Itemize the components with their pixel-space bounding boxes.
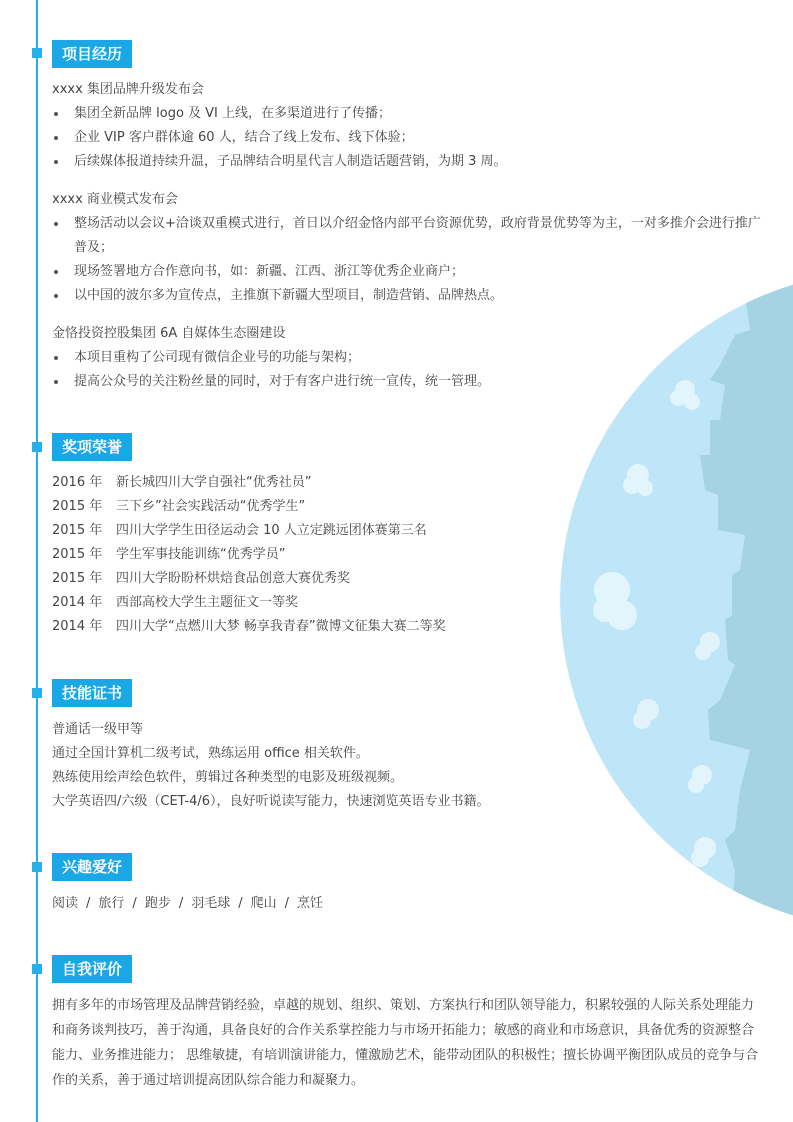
project-name: xxxx 集团品牌升级发布会 — [52, 82, 204, 97]
bullet-item: 提高公众号的关注粉丝量的同时，对于有客户进行统一宣传，统一管理。 — [52, 370, 592, 394]
bullet-item: 后续媒体报道持续升温，子品牌结合明星代言人制造话题营销，为期 3 周。 — [52, 150, 764, 174]
project-bullets — [52, 212, 764, 308]
section-title-awards: 奖项荣誉 — [52, 433, 132, 461]
skill-line: 通过全国计算机二级考试，熟练运用 office 相关软件。 — [52, 746, 369, 761]
hobbies-list — [52, 892, 452, 916]
award-text: 三下乡”社会实践活动“优秀学生” — [116, 499, 306, 514]
award-text: 西部高校大学生主题征文一等奖 — [116, 595, 299, 610]
bullet-item: 本项目重构了公司现有微信企业号的功能与架构； — [52, 346, 592, 370]
hobby-separator: / — [132, 896, 137, 911]
section-marker — [32, 688, 42, 698]
self-eval-text: 拥有多年的市场管理及品牌营销经验，卓越的规划、组织、策划、方案执行和团队领导能力，积累较强的人际关系处理能力和商务谈判技巧，善于沟通，具备良好的合作关系掌控能力与市场开拓能力；敏感的商业和市场意识，具备优秀的资源整合能力、业务推进能力； 思维敏捷，有培训演讲能力，懂激励艺术，能带动团队的积极性；擅长协调平衡团队成员的竞争与合作的关系，善于通过培训提高团队综合能力和凝聚力。 — [52, 998, 759, 1088]
award-text: 四川大学盼盼杯烘焙食品创意大赛优秀奖 — [116, 571, 351, 586]
hobby-item: 烹饪 — [297, 896, 324, 911]
bullet-item: 以中国的波尔多为宣传点，主推旗下新疆大型项目，制造营销、品牌热点。 — [52, 284, 764, 308]
award-text: 四川大学学生田径运动会 10 人立定跳远团体赛第三名 — [116, 523, 427, 538]
award-row — [52, 543, 572, 567]
section-title-projects: 项目经历 — [52, 40, 132, 68]
project-bullets — [52, 346, 592, 394]
section-title-self-eval: 自我评价 — [52, 955, 132, 983]
project-bullets — [52, 102, 764, 174]
award-year: 2014 年 — [52, 619, 103, 634]
section-title-skills: 技能证书 — [52, 679, 132, 707]
hobby-separator: / — [284, 896, 290, 911]
skill-line: 熟练使用绘声绘色软件，剪辑过各种类型的电影及班级视频。 — [52, 770, 404, 785]
hobby-item: 跑步 — [144, 896, 171, 911]
award-year: 2015 年 — [52, 571, 103, 586]
project-name: 金恪投资控股集团 6A 自媒体生态圈建设 — [52, 326, 286, 341]
skill-line: 大学英语四/六级（CET-4/6），良好听说读写能力，快速浏览英语专业书籍。 — [52, 794, 490, 809]
timeline-line — [36, 0, 38, 1122]
award-text: 四川大学“点燃川大梦 畅享我青春”微博文征集大赛二等奖 — [116, 619, 446, 634]
project-name: xxxx 商业模式发布会 — [52, 192, 178, 207]
project-item — [52, 322, 592, 394]
award-year: 2015 年 — [52, 523, 103, 538]
hobby-item: 阅读 — [52, 896, 79, 911]
award-year: 2014 年 — [52, 595, 103, 610]
award-year: 2015 年 — [52, 547, 103, 562]
hobby-separator: / — [86, 896, 91, 911]
award-row — [52, 471, 572, 495]
award-row — [52, 615, 572, 639]
bullet-item: 现场签署地方合作意向书，如：新疆、江西、浙江等优秀企业商户； — [52, 260, 764, 284]
bullet-item: 企业 VIP 客户群体逾 60 人，结合了线上发布、线下体验； — [52, 126, 764, 150]
bullet-item: 整场活动以会议+洽谈双重模式进行，首日以介绍金恪内部平台资源优势，政府背景优势等为主，一对多推介会进行推广普及； — [52, 212, 764, 260]
skills-list — [52, 718, 572, 814]
hobby-separator: / — [178, 896, 184, 911]
award-text: 学生军事技能训练“优秀学员” — [116, 547, 286, 562]
award-row — [52, 519, 572, 543]
hobby-item: 羽毛球 — [191, 896, 231, 911]
section-marker — [32, 964, 42, 974]
awards-list — [52, 471, 572, 639]
award-year: 2015 年 — [52, 499, 103, 514]
award-row — [52, 591, 572, 615]
hobby-item: 旅行 — [98, 896, 125, 911]
city-skyline-illustration — [560, 270, 793, 930]
section-marker — [32, 862, 42, 872]
bullet-item: 集团全新品牌 logo 及 VI 上线，在多渠道进行了传播； — [52, 102, 764, 126]
project-item — [52, 78, 764, 174]
award-year: 2016 年 — [52, 475, 103, 490]
hobby-item: 爬山 — [250, 896, 277, 911]
section-title-hobbies: 兴趣爱好 — [52, 853, 132, 881]
project-item — [52, 188, 764, 308]
award-row — [52, 567, 572, 591]
hobby-separator: / — [238, 896, 243, 911]
skill-line: 普通话一级甲等 — [52, 722, 144, 737]
award-text: 新长城四川大学自强社“优秀社员” — [116, 475, 312, 490]
award-row — [52, 495, 572, 519]
section-marker — [32, 48, 42, 58]
section-marker — [32, 442, 42, 452]
